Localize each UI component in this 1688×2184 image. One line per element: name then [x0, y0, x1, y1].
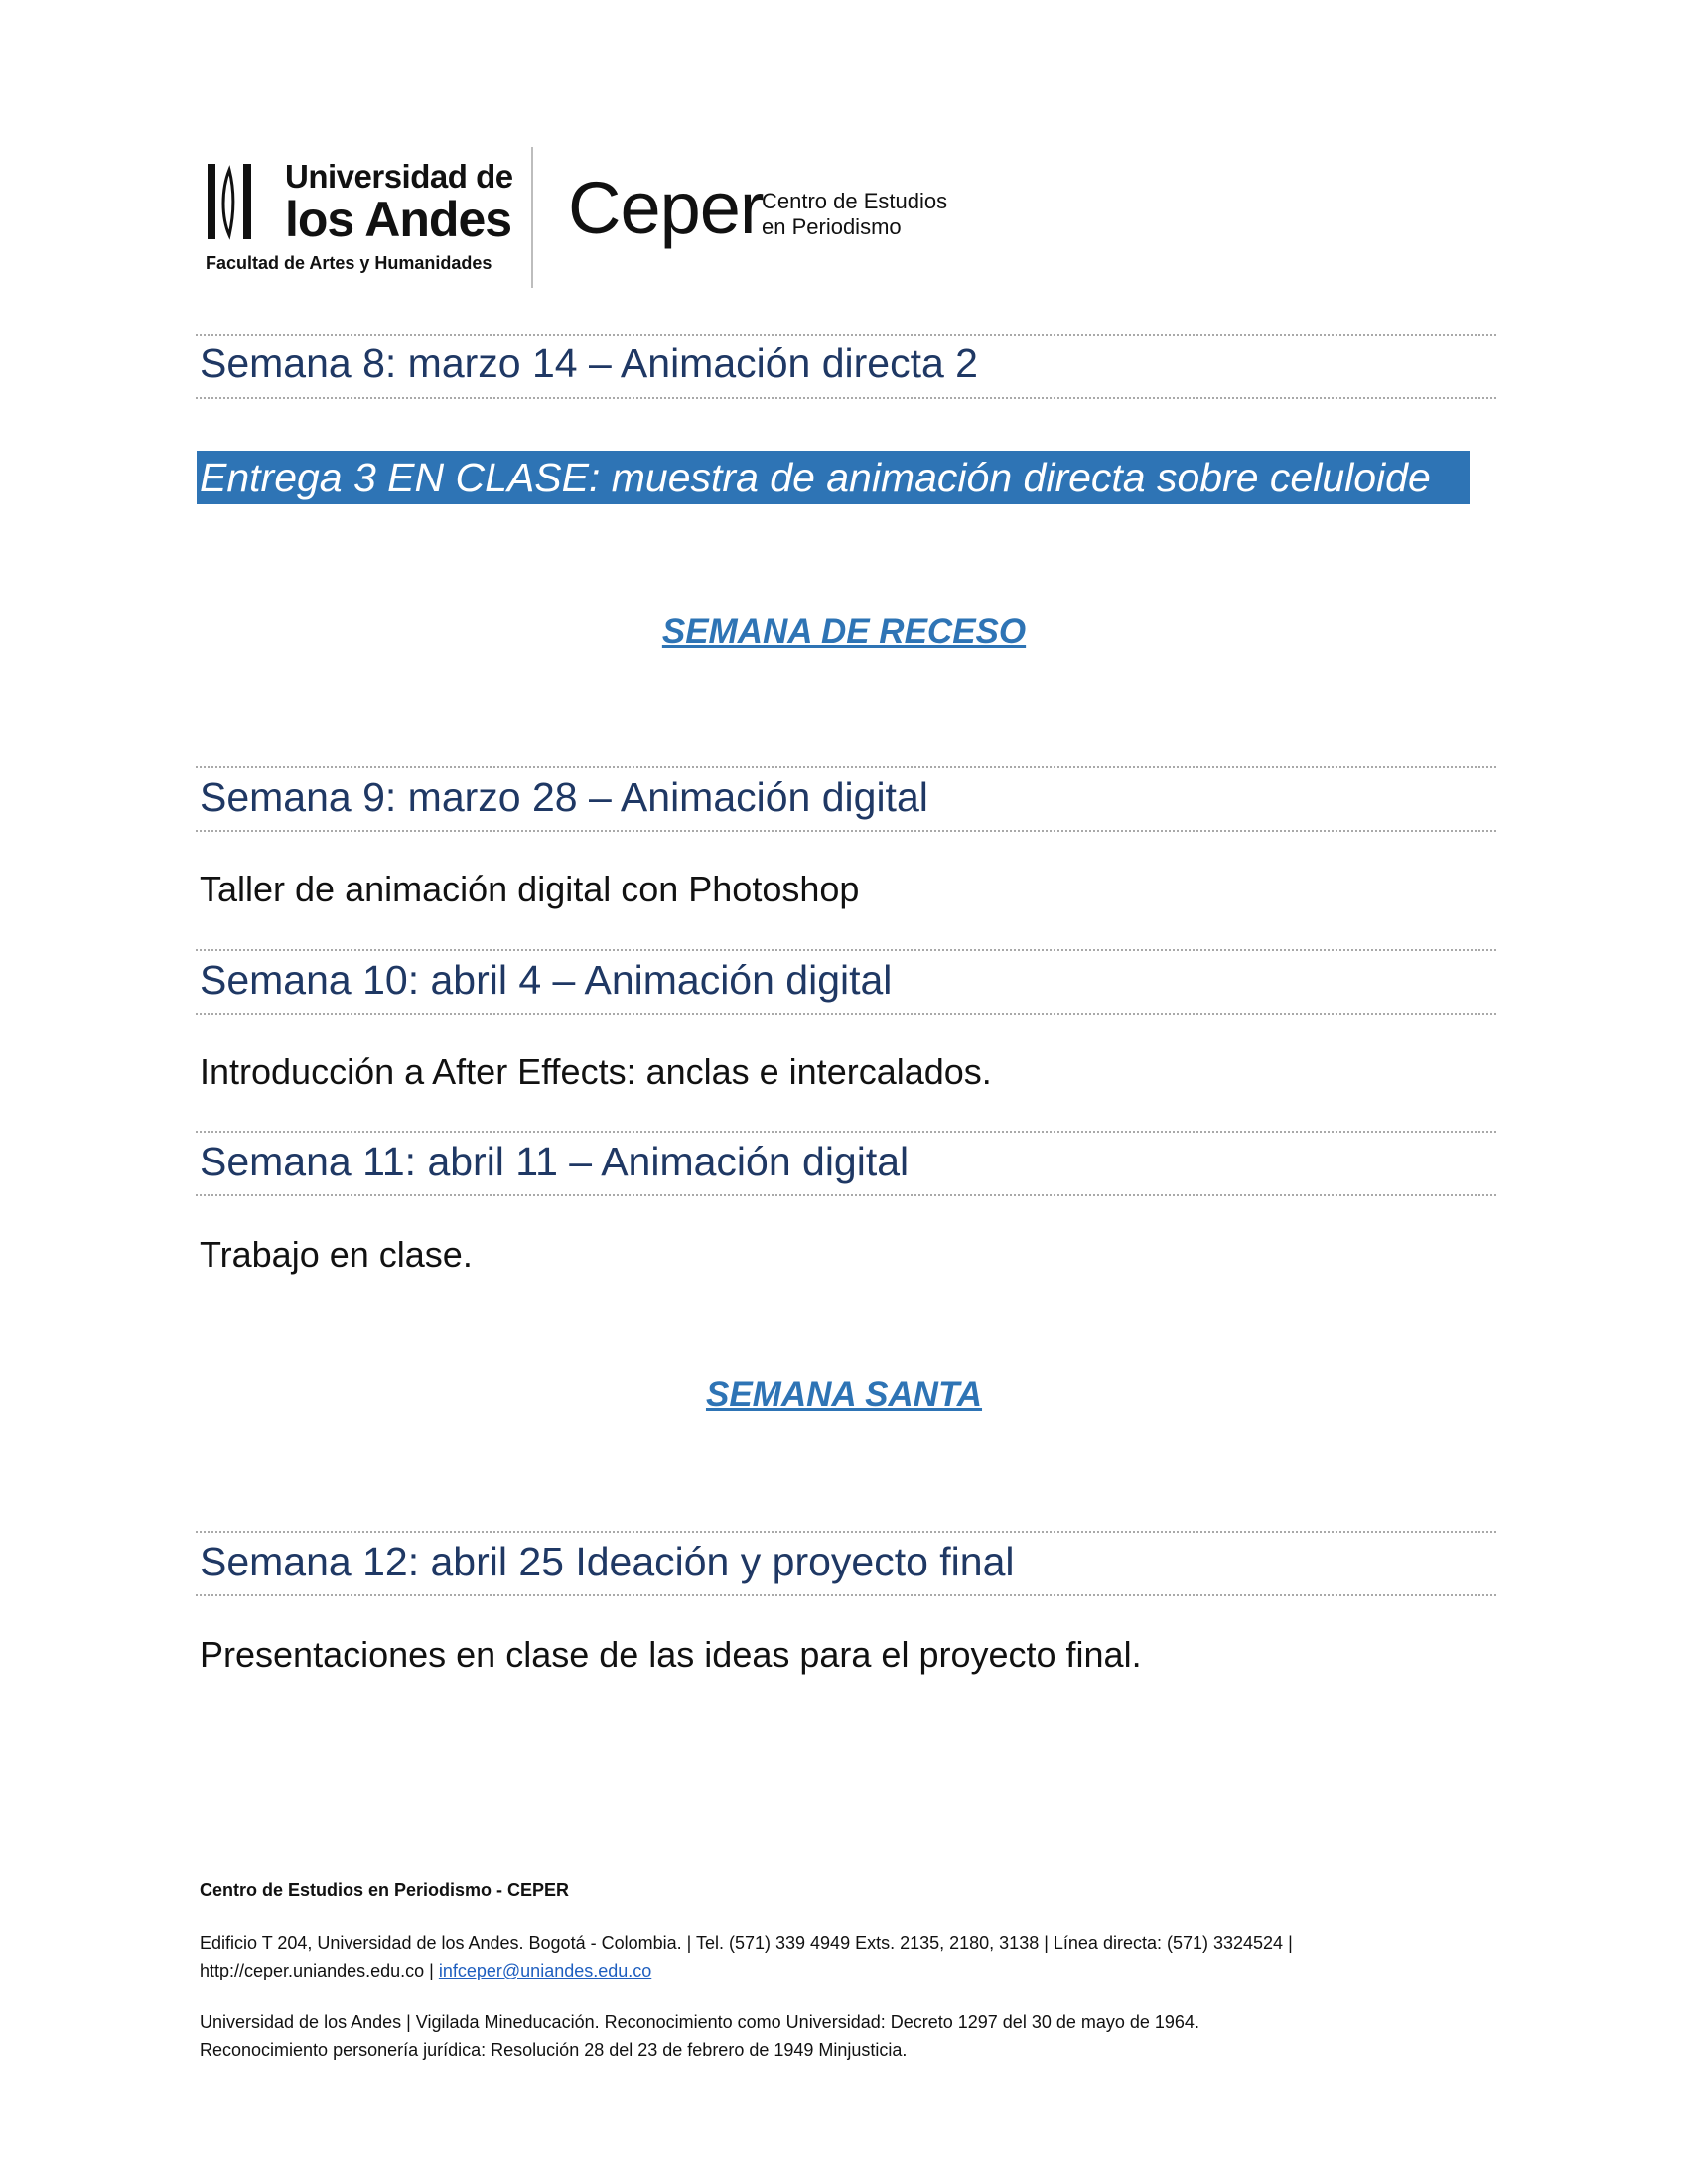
heading-rule-bottom: [196, 397, 1496, 399]
heading-rule-top: [196, 766, 1496, 768]
week11-body: Trabajo en clase.: [200, 1234, 473, 1275]
footer-separator: |: [424, 1961, 439, 1980]
heading-rule-top: [196, 1531, 1496, 1533]
heading-rule-top: [196, 1131, 1496, 1133]
uandes-emblem-icon: [204, 160, 255, 243]
week8-highlighted-deliverable: Entrega 3 EN CLASE: muestra de animación directa sobre celuloide: [197, 451, 1470, 504]
heading-rule-bottom: [196, 1013, 1496, 1015]
week9-body: Taller de animación digital con Photoshop: [200, 869, 860, 909]
ceper-logo-word: Ceper: [568, 167, 764, 249]
heading-rule-top: [196, 334, 1496, 336]
week12-body: Presentaciones en clase de las ideas para el proyecto final.: [200, 1634, 1142, 1675]
week10-heading: Semana 10: abril 4 – Animación digital: [200, 957, 893, 1003]
receso-title: SEMANA DE RECESO: [661, 613, 1027, 651]
footer-legal-line1: Universidad de los Andes | Vigilada Mineducación. Reconocimiento como Universidad: Decreto 1297 del 30 de mayo de 1964.: [200, 2012, 1199, 2032]
ceper-subtitle-line1: Centro de Estudios: [762, 189, 948, 213]
heading-rule-bottom: [196, 1194, 1496, 1196]
week10-body: Introducción a After Effects: anclas e intercalados.: [200, 1051, 992, 1092]
footer-email-link[interactable]: infceper@uniandes.edu.co: [438, 1961, 652, 1980]
santa-title: SEMANA SANTA: [705, 1375, 983, 1414]
ceper-logo-subtitle: [762, 189, 947, 240]
heading-rule-bottom: [196, 830, 1496, 832]
footer-legal-line2: Reconocimiento personería jurídica: Resolución 28 del 23 de febrero de 1949 Minjusticia.: [200, 2040, 908, 2060]
heading-rule-bottom: [196, 1594, 1496, 1596]
heading-rule-top: [196, 949, 1496, 951]
university-name-line1: Universidad de: [285, 158, 513, 195]
universidad-logo: [204, 154, 513, 283]
footer-title: Centro de Estudios en Periodismo - CEPER: [200, 1880, 570, 1900]
university-name-line2: los Andes: [285, 192, 512, 247]
week9-heading: Semana 9: marzo 28 – Animación digital: [200, 774, 928, 820]
footer-address: Edificio T 204, Universidad de los Andes. Bogotá - Colombia. | Tel. (571) 339 4949 Exts. 2135, 2180, 3138 | Línea directa: (571) 3324524 |: [200, 1933, 1293, 1953]
week11-heading: Semana 11: abril 11 – Animación digital: [200, 1139, 910, 1184]
faculty-name: Facultad de Artes y Humanidades: [206, 253, 492, 273]
ceper-subtitle-line2: en Periodismo: [762, 214, 902, 239]
logo-divider: [531, 147, 533, 288]
week8-heading: Semana 8: marzo 14 – Animación directa 2: [200, 341, 978, 386]
week12-heading: Semana 12: abril 25 Ideación y proyecto final: [200, 1539, 1015, 1584]
footer-contact-line: [200, 1958, 651, 1983]
footer-website: http://ceper.uniandes.edu.co: [200, 1961, 425, 1980]
